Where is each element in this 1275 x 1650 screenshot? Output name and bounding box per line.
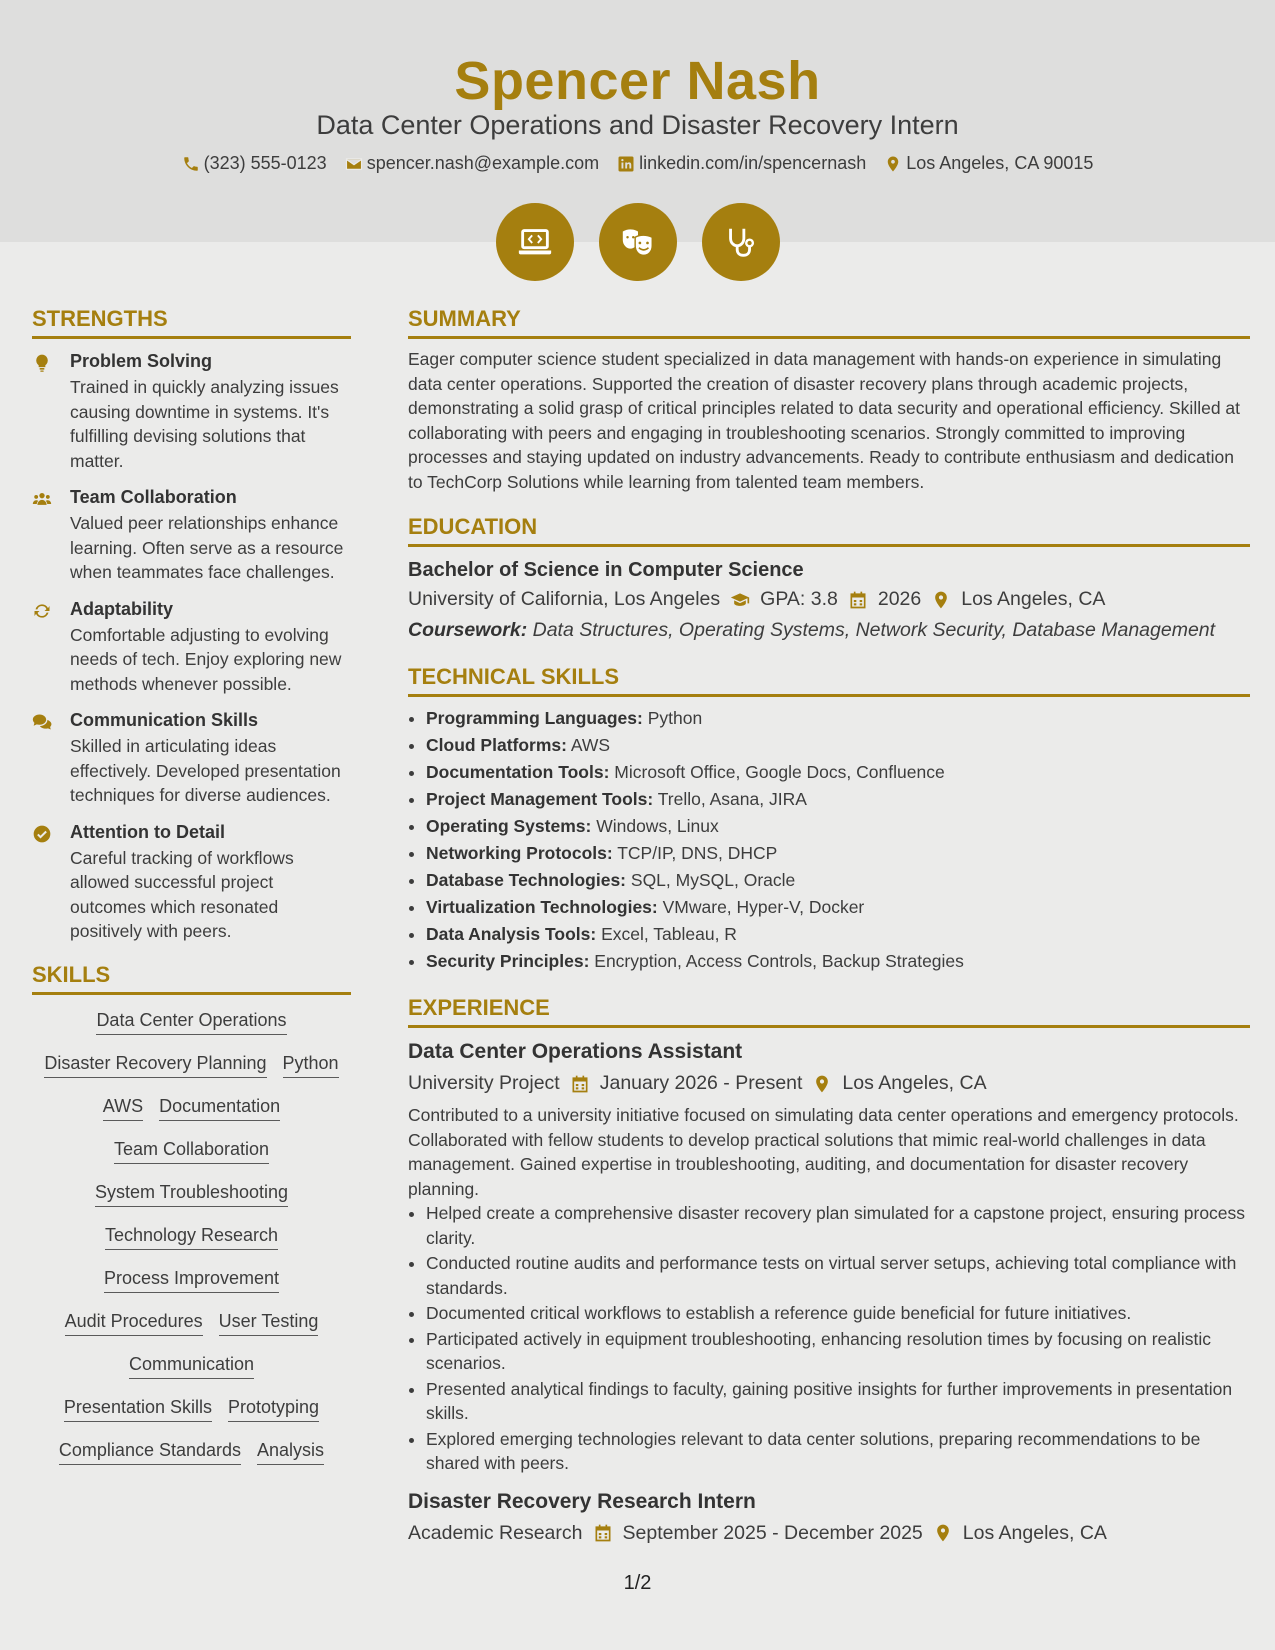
skills-row xyxy=(32,1353,351,1379)
strength-item xyxy=(32,822,351,944)
year-text: 2026 xyxy=(877,588,922,610)
skills-row xyxy=(32,1439,351,1465)
tech-skill-label: Networking Protocols: xyxy=(426,843,613,863)
gpa-item xyxy=(730,588,838,611)
tech-skill-item xyxy=(426,759,1250,786)
tech-skill-value: VMware, Hyper-V, Docker xyxy=(662,897,865,917)
tech-skill-item xyxy=(426,786,1250,813)
strength-title: Adaptability xyxy=(70,598,174,619)
strength-item xyxy=(32,351,351,473)
job-dates: January 2026 - Present xyxy=(599,1072,803,1094)
education-meta xyxy=(408,588,1250,611)
job-location-item xyxy=(933,1522,1107,1545)
skill-tag: AWS xyxy=(103,1095,143,1121)
school-name: University of California, Los Angeles xyxy=(408,588,721,610)
contact-linkedin[interactable] xyxy=(617,153,866,174)
coursework xyxy=(408,619,1250,642)
tech-skill-value: Python xyxy=(647,708,703,728)
tech-skill-item xyxy=(426,894,1250,921)
skills-row xyxy=(32,1310,351,1336)
tech-skill-value: Microsoft Office, Google Docs, Confluence xyxy=(614,762,945,782)
strength-title: Team Collaboration xyxy=(70,487,237,507)
tech-skill-value: Trello, Asana, JIRA xyxy=(657,789,807,809)
skill-tag: User Testing xyxy=(219,1310,319,1336)
skills-list xyxy=(32,1007,351,1465)
job-bullet: • Presented analytical findings to faculty, gaining positive insights for further improvements in presentation skills. xyxy=(426,1377,1250,1426)
tech-skill-label: Operating Systems: xyxy=(426,816,592,836)
job-dates-item xyxy=(570,1072,803,1095)
year-item xyxy=(848,588,921,611)
job-dates: September 2025 - December 2025 xyxy=(622,1521,923,1544)
strength-item xyxy=(32,599,351,697)
strength-desc: Comfortable adjusting to evolving needs of tech. Enjoy exploring new methods whenever possible. xyxy=(70,624,342,694)
skill-tag: Communication xyxy=(129,1353,254,1379)
strength-desc: Valued peer relationships enhance learning. Often serve as a resource when teammates face challenges. xyxy=(70,513,344,582)
calendar-icon xyxy=(848,590,868,610)
laptop-code-badge xyxy=(496,203,574,281)
left-column xyxy=(32,306,351,1482)
job-location: Los Angeles, CA xyxy=(962,1521,1107,1544)
tech-skill-label: Programming Languages: xyxy=(426,708,643,728)
edu-location-text: Los Angeles, CA xyxy=(961,588,1106,610)
envelope-icon xyxy=(345,155,363,173)
summary-heading: SUMMARY xyxy=(408,306,1250,339)
job-entry xyxy=(408,1040,1250,1476)
interest-icons xyxy=(0,203,1275,281)
map-marker-icon xyxy=(931,590,951,610)
strength-title: Communication Skills xyxy=(70,710,259,730)
tech-skill-value: Windows, Linux xyxy=(596,816,719,836)
phone-text: (323) 555-0123 xyxy=(203,153,327,173)
tech-skill-item xyxy=(426,921,1250,948)
graduation-cap-icon xyxy=(730,590,750,610)
skill-tag: Python xyxy=(283,1052,339,1078)
skill-tag: Prototyping xyxy=(228,1396,319,1422)
map-marker-icon xyxy=(933,1523,953,1543)
skills-row xyxy=(32,1224,351,1250)
job-title: Disaster Recovery Research Intern xyxy=(408,1489,756,1513)
tech-skill-value: Excel, Tableau, R xyxy=(601,924,737,944)
tech-skill-label: Security Principles: xyxy=(426,951,590,971)
education-heading: EDUCATION xyxy=(408,514,1250,547)
contact-location xyxy=(884,153,1093,174)
skill-tag: Data Center Operations xyxy=(96,1009,286,1035)
job-bullet: • Participated actively in equipment troubleshooting, enhancing resolution times by focusing on realistic scenarios. xyxy=(426,1327,1250,1376)
header-band xyxy=(0,0,1275,242)
linkedin-text[interactable]: linkedin.com/in/spencernash xyxy=(639,153,867,173)
tech-skill-label: Project Management Tools: xyxy=(426,789,654,809)
skills-row xyxy=(32,1052,351,1078)
sync-icon xyxy=(32,599,54,697)
check-circle-icon xyxy=(32,822,54,944)
strengths-heading: STRENGTHS xyxy=(32,306,351,339)
skill-tag: Disaster Recovery Planning xyxy=(44,1052,266,1078)
phone-icon xyxy=(182,155,200,173)
right-column xyxy=(408,306,1250,1553)
skill-tag: Compliance Standards xyxy=(59,1439,241,1465)
job-dates-item xyxy=(593,1522,923,1545)
laptop-code-icon xyxy=(516,223,554,261)
job-meta xyxy=(408,1072,1250,1095)
map-marker-icon xyxy=(884,155,902,173)
strength-desc: Careful tracking of workflows allowed successful project outcomes which resonated positively with peers. xyxy=(70,847,294,941)
technical-skills-heading: TECHNICAL SKILLS xyxy=(408,664,1250,697)
skills-row xyxy=(32,1396,351,1422)
skills-row xyxy=(32,1009,351,1035)
tech-skill-label: Database Technologies: xyxy=(426,870,627,890)
tech-skill-item xyxy=(426,948,1250,975)
summary-text: Eager computer science student specialized in data management with hands-on experience in simulating data center operations. Supported the creation of disaster recovery plans through academic projects, demonstrating a solid grasp of critical principles related to data security and operational efficiency. Skilled at collaborating with peers and engaging in troubleshooting scenarios. Strongly committed to improving processes and staying updated on industry advancements. Ready to contribute enthusiasm and dedication to TechCorp Solutions while learning from talented team members. xyxy=(408,349,1241,492)
contact-phone xyxy=(182,153,327,174)
skills-row xyxy=(32,1267,351,1293)
job-location: Los Angeles, CA xyxy=(842,1072,987,1094)
skill-tag: Technology Research xyxy=(105,1224,278,1250)
experience-list xyxy=(408,1040,1250,1545)
stethoscope-badge xyxy=(702,203,780,281)
experience-heading: EXPERIENCE xyxy=(408,995,1250,1028)
skill-tag: Team Collaboration xyxy=(114,1138,269,1164)
tech-skill-label: Virtualization Technologies: xyxy=(426,897,658,917)
users-icon xyxy=(32,487,54,585)
page-number: 1/2 xyxy=(623,1572,652,1594)
candidate-role: Data Center Operations and Disaster Recovery Intern xyxy=(316,110,959,140)
skill-tag: Documentation xyxy=(159,1095,280,1121)
tech-skill-item xyxy=(426,732,1250,759)
skill-tag: Audit Procedures xyxy=(65,1310,203,1336)
job-org: Academic Research xyxy=(408,1521,583,1544)
degree-title: Bachelor of Science in Computer Science xyxy=(408,559,804,581)
technical-skills-list xyxy=(408,705,1250,975)
job-meta xyxy=(408,1522,1250,1545)
skill-tag: Analysis xyxy=(257,1439,324,1465)
map-marker-icon xyxy=(812,1074,832,1094)
strength-title: Problem Solving xyxy=(70,351,213,371)
job-bullet: • Helped create a comprehensive disaster recovery plan simulated for a capstone project, ensuring process clarity. xyxy=(426,1201,1250,1250)
skills-row xyxy=(32,1181,351,1207)
tech-skill-value: Encryption, Access Controls, Backup Strategies xyxy=(594,951,964,971)
skills-row xyxy=(32,1138,351,1164)
email-text[interactable]: spencer.nash@example.com xyxy=(366,153,600,173)
tech-skill-item xyxy=(426,867,1250,894)
strength-desc: Skilled in articulating ideas effectively. Developed presentation techniques for diverse audiences. xyxy=(70,736,341,805)
calendar-icon xyxy=(570,1074,590,1094)
tech-skill-value: SQL, MySQL, Oracle xyxy=(630,870,796,890)
skills-row xyxy=(32,1095,351,1121)
edu-location-item xyxy=(931,588,1105,611)
candidate-name: Spencer Nash xyxy=(454,51,821,111)
contact-bar xyxy=(0,153,1275,174)
skills-heading: SKILLS xyxy=(32,962,351,995)
gpa-text: GPA: 3.8 xyxy=(760,588,838,610)
tech-skill-label: Data Analysis Tools: xyxy=(426,924,597,944)
strengths-list xyxy=(32,351,351,944)
contact-email[interactable] xyxy=(345,153,599,174)
tech-skill-item xyxy=(426,705,1250,732)
strength-item xyxy=(32,487,351,585)
stethoscope-icon xyxy=(722,223,760,261)
skill-tag: Presentation Skills xyxy=(64,1396,212,1422)
job-bullet: • Conducted routine audits and performance tests on virtual server setups, achieving total compliance with standards. xyxy=(426,1251,1250,1300)
job-org: University Project xyxy=(408,1072,560,1094)
tech-skill-value: TCP/IP, DNS, DHCP xyxy=(617,843,778,863)
location-text: Los Angeles, CA 90015 xyxy=(906,153,1094,173)
job-bullets xyxy=(408,1201,1250,1476)
job-bullet: • Explored emerging technologies relevant to data center solutions, preparing recommendations to be shared with peers. xyxy=(426,1427,1250,1476)
theater-masks-badge xyxy=(599,203,677,281)
tech-skill-label: Cloud Platforms: xyxy=(426,735,567,755)
strength-title: Attention to Detail xyxy=(70,821,225,842)
tech-skill-item xyxy=(426,813,1250,840)
tech-skill-item xyxy=(426,840,1250,867)
coursework-label: Coursework: xyxy=(408,619,528,641)
coursework-list: Data Structures, Operating Systems, Network Security, Database Management xyxy=(532,619,1216,641)
calendar-icon xyxy=(593,1523,613,1543)
job-location-item xyxy=(812,1072,986,1095)
tech-skill-label: Documentation Tools: xyxy=(426,762,610,782)
skill-tag: System Troubleshooting xyxy=(95,1181,288,1207)
job-title: Data Center Operations Assistant xyxy=(408,1040,743,1063)
linkedin-icon xyxy=(617,155,635,173)
strength-desc: Trained in quickly analyzing issues causing downtime in systems. It's fulfilling devising solutions that matter. xyxy=(70,377,339,471)
job-description: Contributed to a university initiative focused on simulating data center operations and emergency protocols. Collaborated with fellow students to develop practical solutions that mimic real-world challenges in data management. Gained expertise in troubleshooting, auditing, and documentation for disaster recovery planning. xyxy=(408,1105,1239,1199)
skill-tag: Process Improvement xyxy=(104,1267,279,1293)
strength-item xyxy=(32,710,351,808)
theater-masks-icon xyxy=(619,223,657,261)
tech-skill-value: AWS xyxy=(570,735,611,755)
job-entry xyxy=(408,1490,1250,1545)
job-bullet: • Documented critical workflows to establish a reference guide beneficial for future initiatives. xyxy=(426,1301,1250,1326)
comments-icon xyxy=(32,710,54,808)
lightbulb-icon xyxy=(32,351,54,473)
